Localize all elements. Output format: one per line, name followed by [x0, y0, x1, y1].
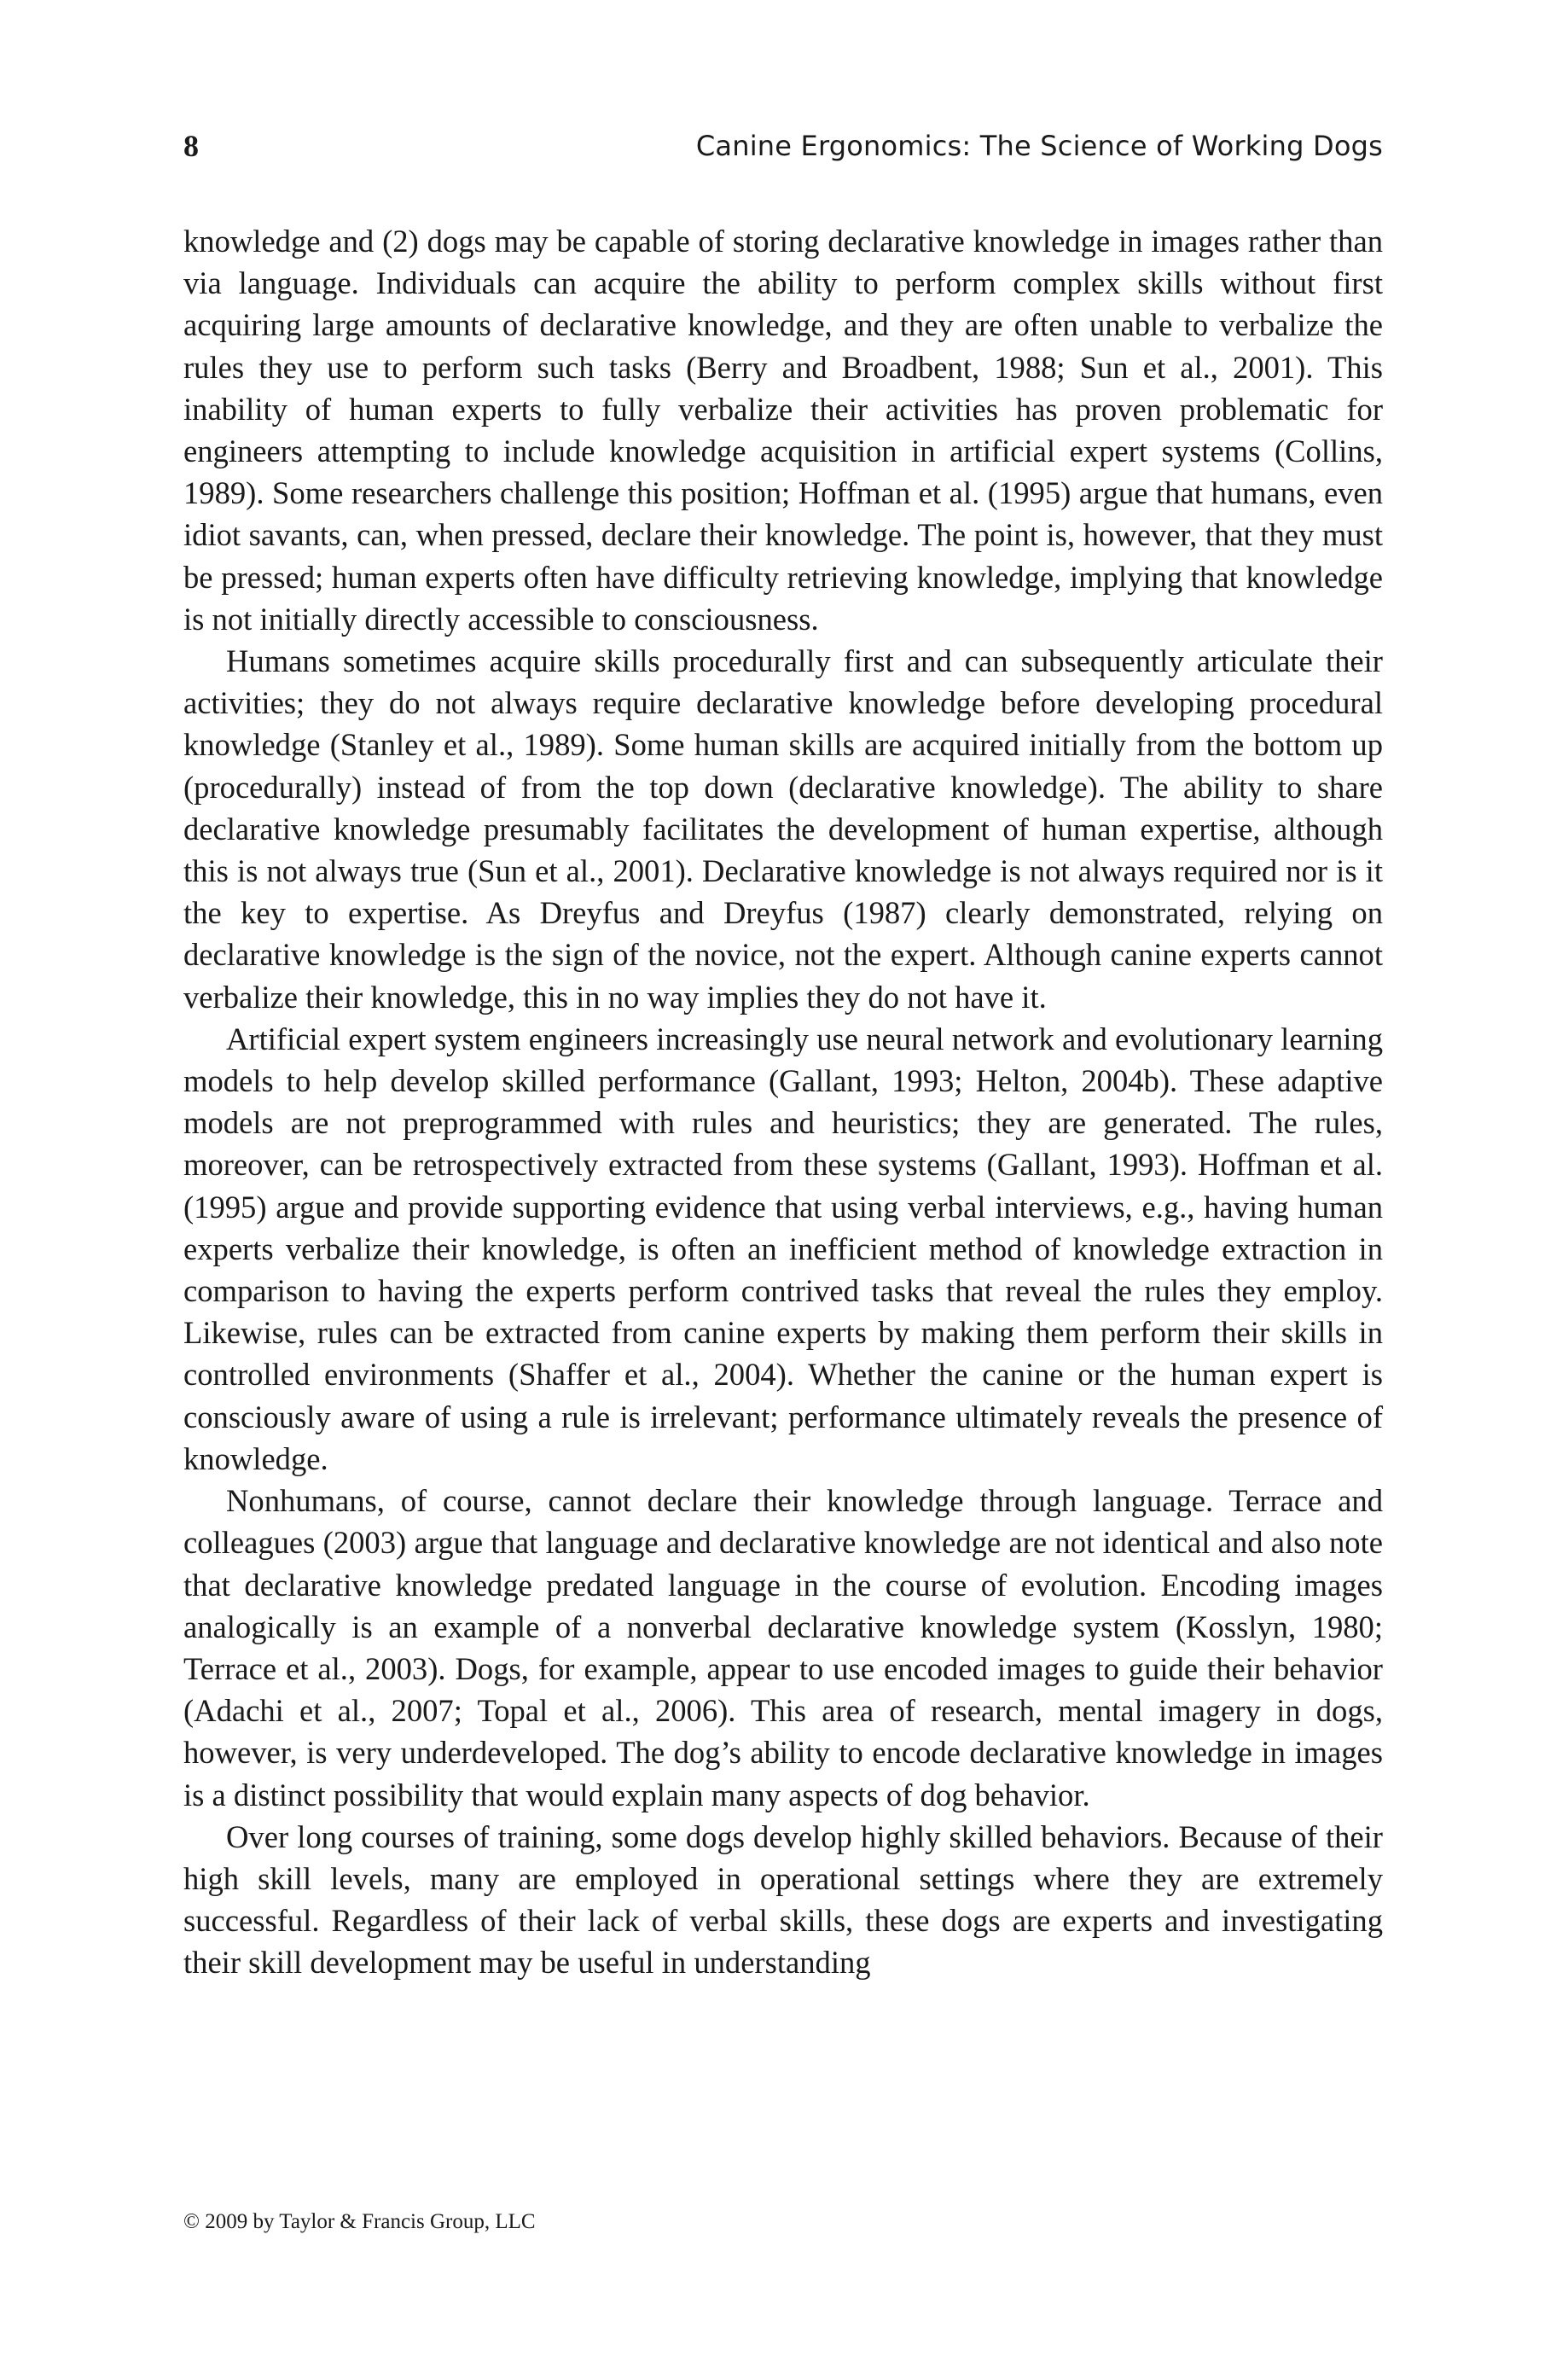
paragraph-1: knowledge and (2) dogs may be capable of storing declarative knowledge in images rather than via language. Individuals can acquire the ability to perform complex skills without first acquiring large amounts of declarative knowledge, and they are often unable to verbalize the rules they use to perform such tasks (Berry and Broadbent, 1988; Sun et al., 2001). This inability of human experts to fully verbalize their activities has proven problematic for engineers attempting to include knowledge acquisition in artificial expert systems (Collins, 1989). Some researchers challenge this position; Hoffman et al. (1995) argue that humans, even idiot savants, can, when pressed, declare their knowledge. The point is, however, that they must be pressed; human experts often have difficulty retrieving knowledge, implying that knowledge is not initially directly accessible to consciousness. [183, 224, 1383, 637]
paragraph-4: Nonhumans, of course, cannot declare their knowledge through language. Terrace and colleagues (2003) argue that language and declarative knowledge are not identical and also note that declarative knowledge predated language in the course of evolution. Encoding images analogically is an example of a nonverbal declarative knowledge system (Kosslyn, 1980; Terrace et al., 2003). Dogs, for example, appear to use encoded images to guide their behavior (Adachi et al., 2007; Topal et al., 2006). This area of research, mental imagery in dogs, however, is very underdeveloped. The dog’s ability to encode declarative knowledge in images is a distinct possibility that would explain many aspects of dog behavior. [183, 1483, 1383, 1812]
running-header [183, 118, 1383, 177]
paragraph-3: Artificial expert system engineers increasingly use neural network and evolutionary learning models to help develop skilled performance (Gallant, 1993; Helton, 2004b). These adaptive models are not preprogrammed with rules and heuristics; they are generated. The rules, moreover, can be retrospectively extracted from these systems (Gallant, 1993). Hoffman et al. (1995) argue and provide supporting evidence that using verbal interviews, e.g., having human experts verbalize their knowledge, is often an inefficient method of knowledge extraction in comparison to having the experts perform contrived tasks that reveal the rules they employ. Likewise, rules can be extracted from canine experts by making them perform their skills in controlled environments (Shaffer et al., 2004). Whether the canine or the human expert is consciously aware of using a rule is irrelevant; performance ultimately reveals the presence of knowledge. [183, 1021, 1383, 1476]
paragraph-5: Over long courses of training, some dogs develop highly skilled behaviors. Because of their high skill levels, many are employed in operational settings where they are extremely successful. Regardless of their lack of verbal skills, these dogs are experts and investigating their skill development may be useful in understanding [183, 1818, 1383, 1981]
paragraph-2: Humans sometimes acquire skills procedurally first and can subsequently articulate their activities; they do not always require declarative knowledge before developing procedural knowledge (Stanley et al., 1989). Some human skills are acquired initially from the bottom up (procedurally) instead of from the top down (declarative knowledge). The ability to share declarative knowledge presumably facilitates the development of human expertise, although this is not always true (Sun et al., 2001). Declarative knowledge is not always required nor is it the key to expertise. As Dreyfus and Dreyfus (1987) clearly demonstrated, relying on declarative knowledge is the sign of the novice, not the expert. Although canine experts cannot verbalize their knowledge, this in no way implies they do not have it. [183, 643, 1383, 1015]
running-title: Canine Ergonomics: The Science of Working Dogs [695, 130, 1383, 162]
body-text [183, 220, 1383, 1984]
copyright-notice: © 2009 by Taylor & Francis Group, LLC [183, 2210, 536, 2233]
page-number: 8 [183, 129, 199, 163]
